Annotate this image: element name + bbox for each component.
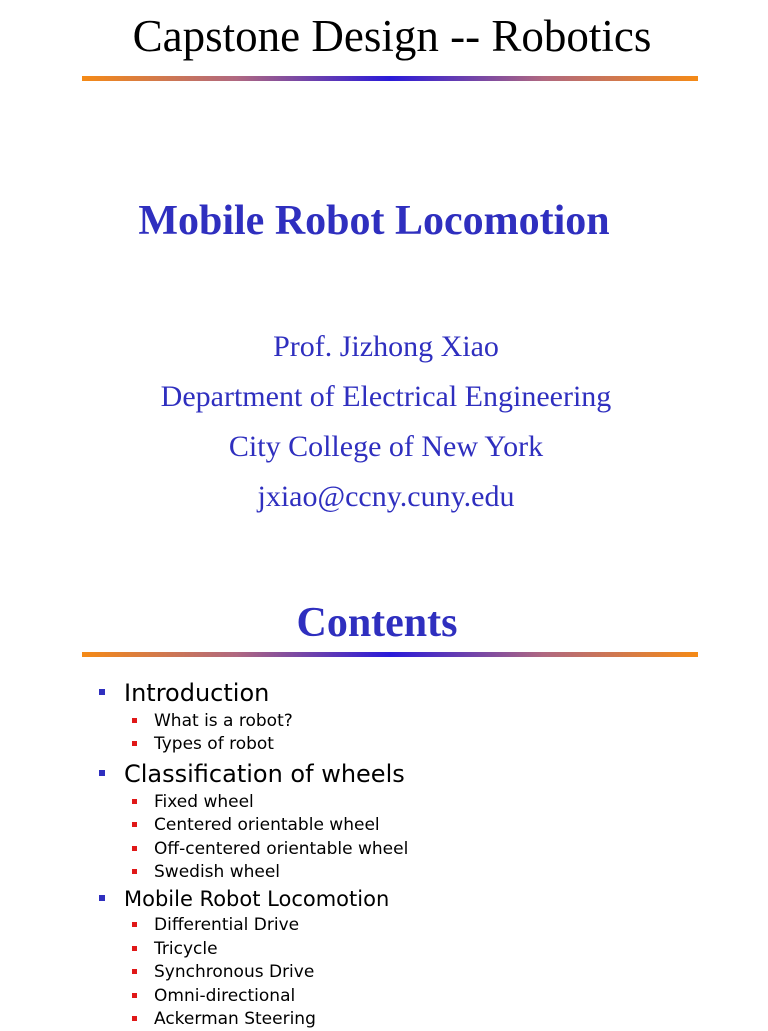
department-name: Department of Electrical Engineering	[160, 380, 612, 413]
outline-subitem: Fixed wheel	[124, 791, 696, 814]
contents-divider	[82, 652, 698, 657]
outline-section-label: Classification of wheels	[124, 759, 405, 788]
institution-name: City College of New York	[228, 430, 544, 463]
contents-outline	[96, 676, 696, 1031]
outline-subitem: Swedish wheel	[124, 861, 696, 884]
outline-subitems	[124, 914, 696, 1031]
outline-section-label: Mobile Robot Locomotion	[124, 887, 390, 912]
presentation-title: Mobile Robot Locomotion	[138, 198, 610, 244]
outline-subitems	[124, 710, 696, 757]
outline-section	[96, 757, 696, 885]
author-name: Prof. Jizhong Xiao	[273, 330, 499, 363]
outline-subitem: Off-centered orientable wheel	[124, 838, 696, 861]
outline-subitem: Differential Drive	[124, 914, 696, 937]
outline-subitem: What is a robot?	[124, 710, 696, 733]
course-title: Capstone Design -- Robotics	[132, 11, 652, 61]
outline-section-label: Introduction	[124, 679, 270, 707]
outline-section	[96, 676, 696, 757]
outline-subitem: Ackerman Steering	[124, 1008, 696, 1031]
outline-subitem: Tricycle	[124, 938, 696, 961]
outline-subitem: Synchronous Drive	[124, 961, 696, 984]
contents-title: Contents	[296, 600, 458, 646]
outline-section	[96, 884, 696, 1031]
author-email: jxiao@ccny.cuny.edu	[257, 480, 515, 513]
outline-subitem: Centered orientable wheel	[124, 814, 696, 837]
outline-subitem: Types of robot	[124, 733, 696, 756]
outline-subitem: Omni-directional	[124, 985, 696, 1008]
outline-subitems	[124, 791, 696, 885]
header-divider	[82, 76, 698, 81]
